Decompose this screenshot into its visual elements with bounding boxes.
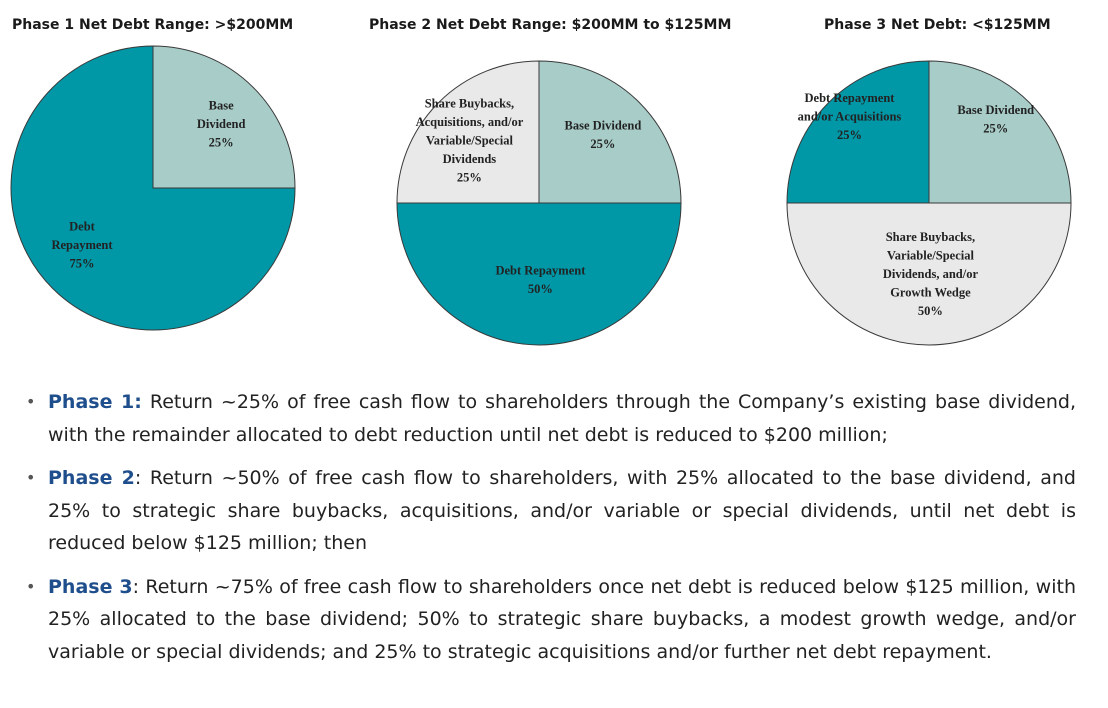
- slice-label-line: Debt Repayment: [804, 90, 895, 105]
- phase-3-bullet: [26, 571, 1076, 669]
- slice-label-line: Share Buybacks,: [885, 230, 976, 244]
- slice-label-line: Variable/Special: [425, 133, 513, 148]
- slice-label-line: Base Dividend: [957, 102, 1035, 117]
- phase-3-pie-chart: [786, 60, 1072, 346]
- slice-label-line: 50%: [917, 304, 943, 318]
- slice-label-line: Debt: [69, 219, 95, 234]
- phase-description-list: [26, 386, 1076, 679]
- slice-label-line: 25%: [208, 135, 234, 150]
- phase-2-text: : Return ~50% of free cash flow to shareholders, with 25% allocated to the base dividend, and 25% to strategic share buybacks, acquisitions, and/or variable or special dividends, until net debt is reduced below $125 million; then: [48, 467, 1076, 554]
- slice-label-line: 75%: [69, 256, 95, 271]
- phase-2-bullet: [26, 462, 1076, 560]
- phase-3-text: : Return ~75% of free cash flow to shareholders once net debt is reduced below $125 million, with 25% allocated to the base dividend; 50% to strategic share buybacks, a modest growth wedge, and/or variable or special dividends; and 25% to strategic acquisitions and/or further net debt repayment.: [48, 575, 1076, 663]
- slice-label-line: Debt Repayment: [495, 263, 586, 278]
- slice-label-line: Base Dividend: [564, 118, 642, 133]
- slice-label-line: 25%: [836, 127, 862, 142]
- slice-label-line: Dividends: [442, 152, 497, 167]
- slice-label-line: 50%: [527, 281, 553, 296]
- slice-label-line: Dividends, and/or: [882, 267, 979, 281]
- slice-label-line: Dividend: [196, 117, 246, 132]
- slice-label-line: 25%: [590, 137, 616, 152]
- slice-label-line: Share Buybacks,: [424, 96, 515, 111]
- slice-label-line: Base: [208, 98, 234, 113]
- bullet-dot: •: [26, 392, 36, 411]
- bullet-dot: •: [26, 576, 36, 596]
- bullet-dot: •: [26, 468, 36, 487]
- phase-2-label: Phase 2: [48, 467, 135, 489]
- phase-1-bullet: [26, 386, 1076, 451]
- slice-label-line: Variable/Special: [886, 248, 974, 263]
- slice-label-line: Acquisitions, and/or: [415, 115, 524, 130]
- phase-3-chart-title: Phase 3 Net Debt: <$125MM: [824, 17, 1051, 33]
- phase-2-chart-title: Phase 2 Net Debt Range: $200MM to $125MM: [369, 17, 732, 33]
- slice-label-line: Growth Wedge: [890, 285, 971, 300]
- slice-label-line: Repayment: [51, 237, 113, 252]
- phase-3-label: Phase 3: [48, 575, 133, 598]
- phase-1-chart-title: Phase 1 Net Debt Range: >$200MM: [12, 17, 294, 33]
- slice-label-line: 25%: [456, 170, 482, 185]
- slice-label-line: and/or Acquisitions: [797, 109, 902, 124]
- phase-1-label: Phase 1:: [48, 391, 142, 413]
- phase-1-text: Return ~25% of free cash flow to shareholders through the Company’s existing base dividend, with the remainder allocated to debt reduction until net debt is reduced to $200 million;: [48, 391, 1077, 446]
- phase-2-pie-chart: [396, 60, 682, 346]
- phase-1-pie-chart: [10, 45, 296, 331]
- slice-label-line: 25%: [983, 121, 1009, 136]
